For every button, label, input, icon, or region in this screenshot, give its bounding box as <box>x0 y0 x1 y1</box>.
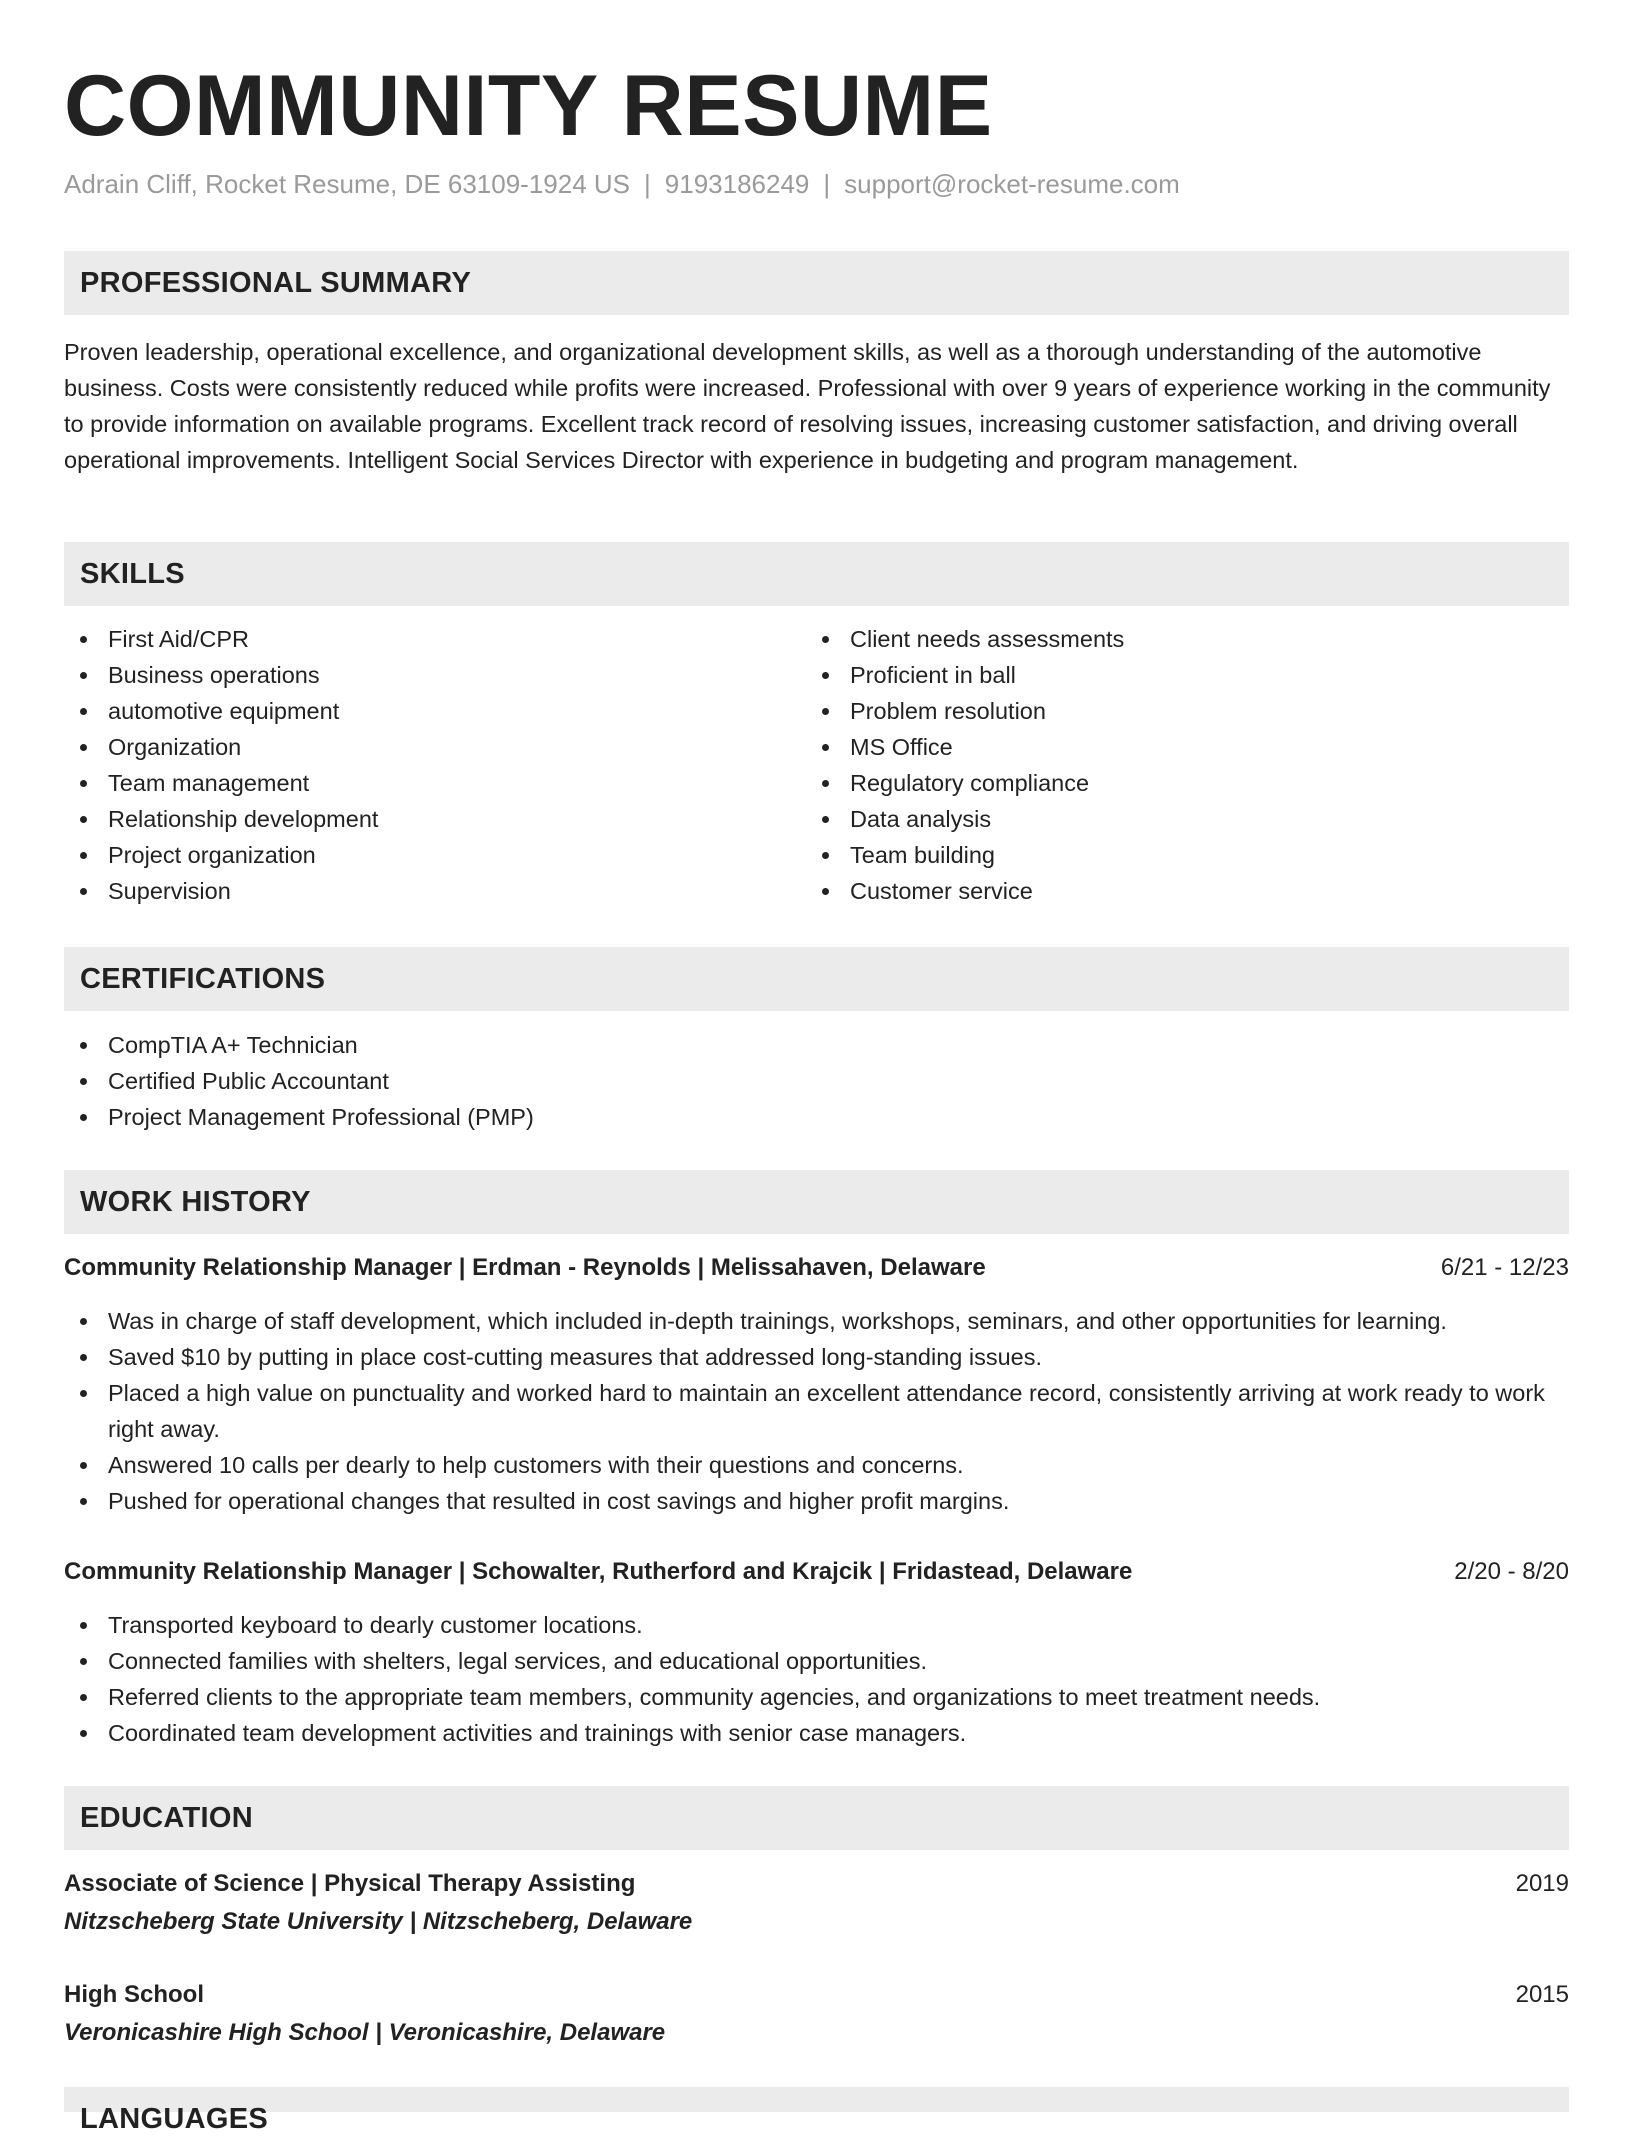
certification-item: Certified Public Accountant <box>64 1063 1569 1099</box>
skill-item: Relationship development <box>64 801 794 837</box>
education-year: 2015 <box>1515 1981 1569 2008</box>
resume-title: COMMUNITY RESUME <box>64 58 993 154</box>
education-school: Nitzscheberg State University | Nitzscheberg, Delaware <box>64 1908 693 1935</box>
skill-item: Supervision <box>64 873 794 909</box>
contact-address: Adrain Cliff, Rocket Resume, DE 63109-1924 US <box>64 169 631 199</box>
job-dates: 2/20 - 8/20 <box>1454 1558 1569 1585</box>
job-bullet: Referred clients to the appropriate team members, community agencies, and organizations to meet treatment needs. <box>64 1679 1569 1715</box>
job-bullet: Placed a high value on punctuality and worked hard to maintain an excellent attendance record, consistently arriving at work ready to work right away. <box>64 1375 1569 1447</box>
section-header-certifications: CERTIFICATIONS <box>64 947 1569 1011</box>
certification-item: Project Management Professional (PMP) <box>64 1099 1569 1135</box>
job-bullets <box>64 1607 1569 1751</box>
skills-list-left <box>64 621 794 909</box>
skill-item: Team building <box>806 837 1566 873</box>
skill-item: Customer service <box>806 873 1566 909</box>
section-header-languages: LANGUAGES <box>64 2087 1569 2112</box>
job-bullet: Answered 10 calls per dearly to help customers with their questions and concerns. <box>64 1447 1569 1483</box>
job-dates: 6/21 - 12/23 <box>1440 1254 1569 1281</box>
section-header-work-history: WORK HISTORY <box>64 1170 1569 1234</box>
certifications-list <box>64 1027 1569 1135</box>
contact-separator: | <box>644 169 651 199</box>
job-bullet: Was in charge of staff development, which included in-depth trainings, workshops, seminars, and other opportunities for learning. <box>64 1303 1569 1339</box>
section-header-skills: SKILLS <box>64 542 1569 606</box>
education-degree: Associate of Science | Physical Therapy Assisting <box>64 1870 636 1897</box>
skill-item: Data analysis <box>806 801 1566 837</box>
job-title: Community Relationship Manager | Erdman - Reynolds | Melissahaven, Delaware <box>64 1254 986 1281</box>
contact-separator: | <box>823 169 831 199</box>
certification-item: CompTIA A+ Technician <box>64 1027 1569 1063</box>
skill-item: automotive equipment <box>64 693 794 729</box>
job-bullet: Coordinated team development activities and trainings with senior case managers. <box>64 1715 1569 1751</box>
job-bullet: Transported keyboard to dearly customer locations. <box>64 1607 1569 1643</box>
skill-item: Organization <box>64 729 794 765</box>
education-degree: High School <box>64 1981 204 2008</box>
skill-item: Client needs assessments <box>806 621 1566 657</box>
contact-line <box>64 166 1180 202</box>
job-bullets <box>64 1303 1569 1519</box>
education-year: 2019 <box>1515 1870 1569 1897</box>
summary-text: Proven leadership, operational excellence, and organizational development skills, as well as a thorough understanding of the automotive business. Costs were consistently reduced while profits were increased. Professional with over 9 years of experience working in the community to provide information on available programs. Excellent track record of resolving issues, increasing customer satisfaction, and driving overall operational improvements. Intelligent Social Services Director with experience in budgeting and program management. <box>64 339 1551 473</box>
skills-list-right <box>806 621 1566 909</box>
skill-item: Business operations <box>64 657 794 693</box>
section-header-education: EDUCATION <box>64 1786 1569 1850</box>
skill-item: Problem resolution <box>806 693 1566 729</box>
skill-item: First Aid/CPR <box>64 621 794 657</box>
job-bullet: Saved $10 by putting in place cost-cutting measures that addressed long-standing issues. <box>64 1339 1569 1375</box>
education-school: Veronicashire High School | Veronicashire, Delaware <box>64 2019 666 2046</box>
section-header-summary: PROFESSIONAL SUMMARY <box>64 251 1569 315</box>
skill-item: Project organization <box>64 837 794 873</box>
skill-item: Team management <box>64 765 794 801</box>
job-bullet: Connected families with shelters, legal services, and educational opportunities. <box>64 1643 1569 1679</box>
skill-item: MS Office <box>806 729 1566 765</box>
skill-item: Proficient in ball <box>806 657 1566 693</box>
contact-email: support@rocket-resume.com <box>844 169 1180 199</box>
job-bullet: Pushed for operational changes that resulted in cost savings and higher profit margins. <box>64 1483 1569 1519</box>
job-title: Community Relationship Manager | Schowalter, Rutherford and Krajcik | Fridastead, Delaware <box>64 1558 1133 1585</box>
contact-phone: 9193186249 <box>664 169 810 199</box>
skill-item: Regulatory compliance <box>806 765 1566 801</box>
